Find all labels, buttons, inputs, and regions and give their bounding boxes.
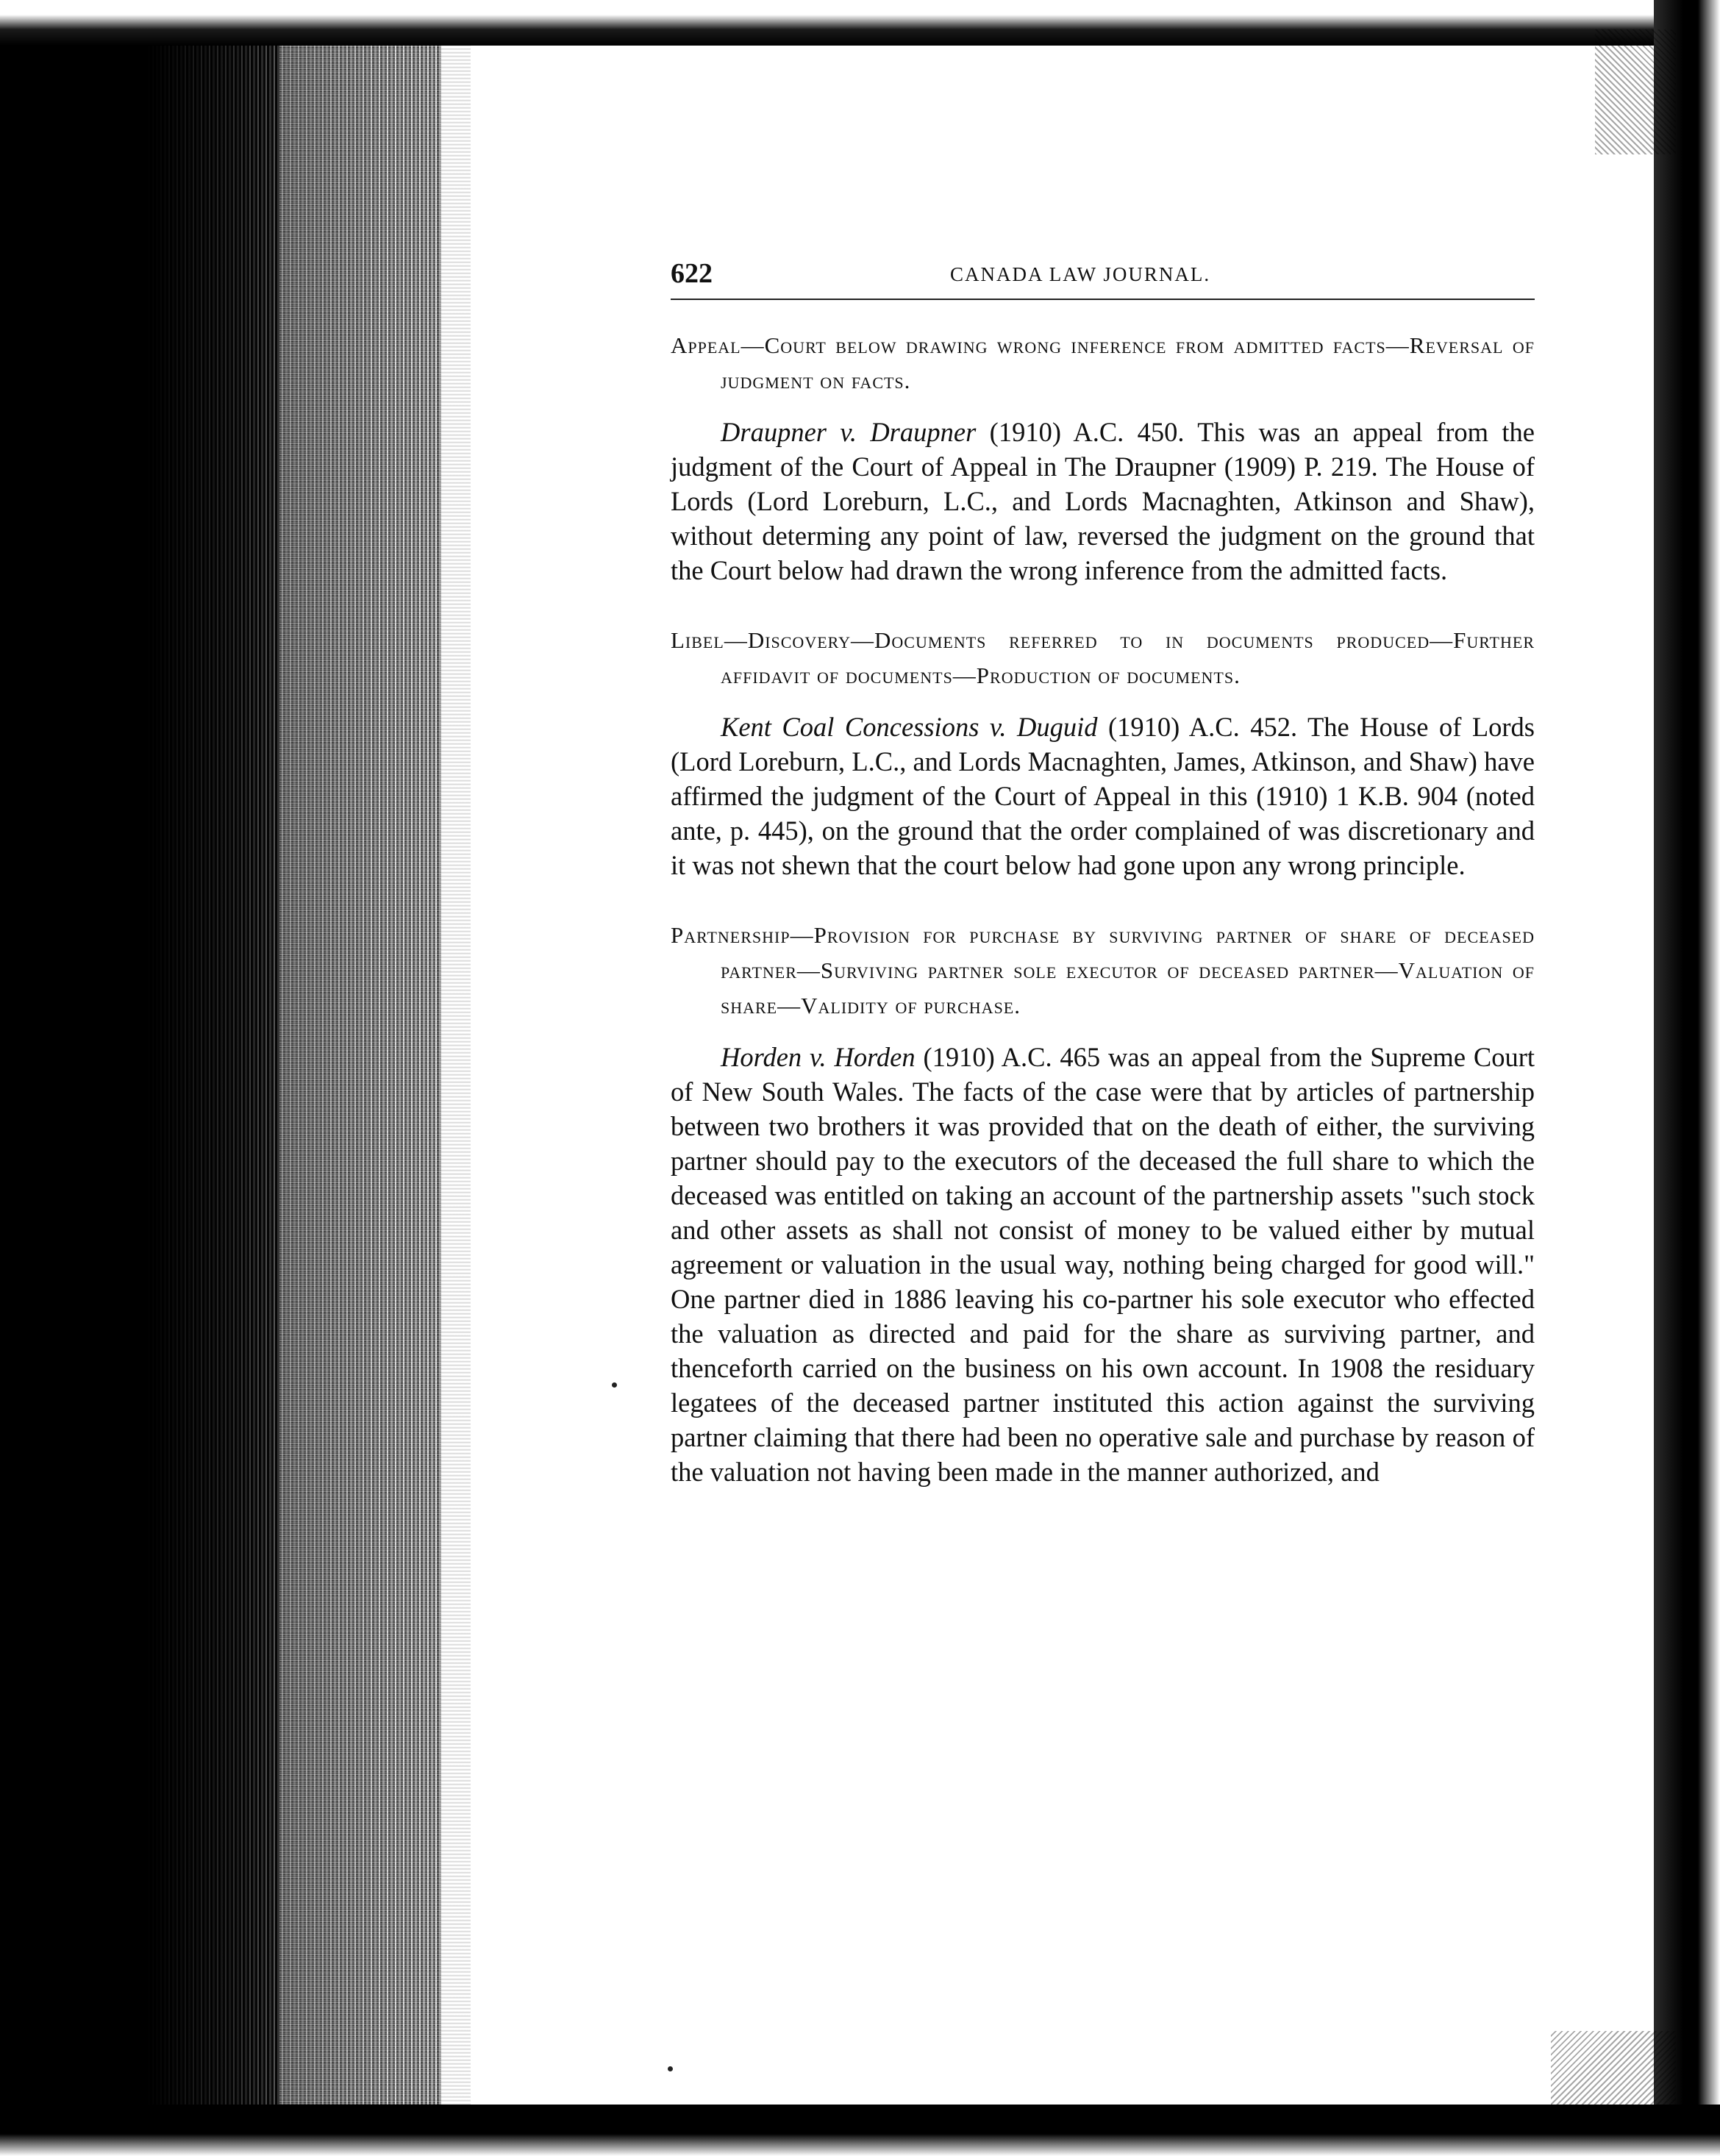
section-paragraph	[671, 710, 1535, 882]
scan-border-right	[1654, 0, 1720, 2156]
case-name: Kent Coal Concessions v. Duguid	[721, 712, 1098, 742]
scan-noise-top-right	[1595, 29, 1676, 154]
section-heading: Partnership—Provision for purchase by surviving partner of share of deceased partner—Surviving partner sole executor of deceased partner—Valuation of share—Validity of purchase.	[671, 922, 1535, 1018]
paragraph-text: (1910) A.C. 450. This was an appeal from the judgment of the Court of Appeal in The Draupner (1909) P. 219. The House of Lords (Lord Loreburn, L.C., and Lords Macnaghten, Atkinson and Shaw), without determing any point of law, reversed the judgment on the ground that the Court below had drawn the wrong inference from the admitted facts.	[671, 417, 1535, 585]
section-appeal	[671, 328, 1535, 588]
paragraph-text: (1910) A.C. 452. The House of Lords (Lord Loreburn, L.C., and Lords Macnaghten, James, Atkinson, and Shaw) have affirmed the judgment of the Court of Appeal in this (1910) 1 K.B. 904 (noted ante, p. 445), on the ground that the order complained of was discretionary and it was not shewn that the court below had gone upon any wrong principle.	[671, 712, 1535, 880]
paragraph-text: (1910) A.C. 465 was an appeal from the Supreme Court of New South Wales. The facts of the case were that by articles of partnership between two brothers it was provided that on the death of either, the surviving partner should pay to the executors of the deceased the full share to which the deceased was entitled on taking an account of the partnership assets "such stock and other assets as shall not consist of money to be valued either by mutual agreement or valuation in the usual way, nothing being charged for good will." One partner died in 1886 leaving his co-partner his sole executor who effected the valuation as directed and paid for the share as surviving partner, and thenceforth carried on the business on his own account. In 1908 the residuary legatees of the deceased partner instituted this action against the surviving partner claiming that there had been no operative sale and purchase by reason of the valuation not having been made in the manner authorized, and	[671, 1042, 1535, 1487]
case-name: Horden v. Horden	[721, 1042, 916, 1072]
page-number: 622	[671, 258, 713, 289]
spine-edge-texture	[279, 29, 471, 2132]
section-heading: Libel—Discovery—Documents referred to in documents produced—Further affidavit of documents—Production of documents.	[671, 627, 1535, 688]
section-paragraph	[671, 415, 1535, 588]
stray-mark	[668, 2066, 673, 2071]
case-name: Draupner v. Draupner	[721, 417, 977, 447]
section-heading: Appeal—Court below drawing wrong inference from admitted facts—Reversal of judgment on facts.	[671, 332, 1535, 393]
scan-border-bottom	[0, 2105, 1720, 2156]
running-head	[671, 257, 1535, 300]
section-paragraph	[671, 1040, 1535, 1489]
section-libel	[671, 623, 1535, 882]
stray-mark	[612, 1382, 617, 1388]
scan-noise-bottom-right	[1551, 2031, 1676, 2112]
journal-title: CANADA LAW JOURNAL.	[950, 263, 1211, 285]
scan-border-top	[0, 0, 1720, 46]
section-partnership	[671, 918, 1535, 1489]
journal-page	[671, 257, 1535, 1524]
